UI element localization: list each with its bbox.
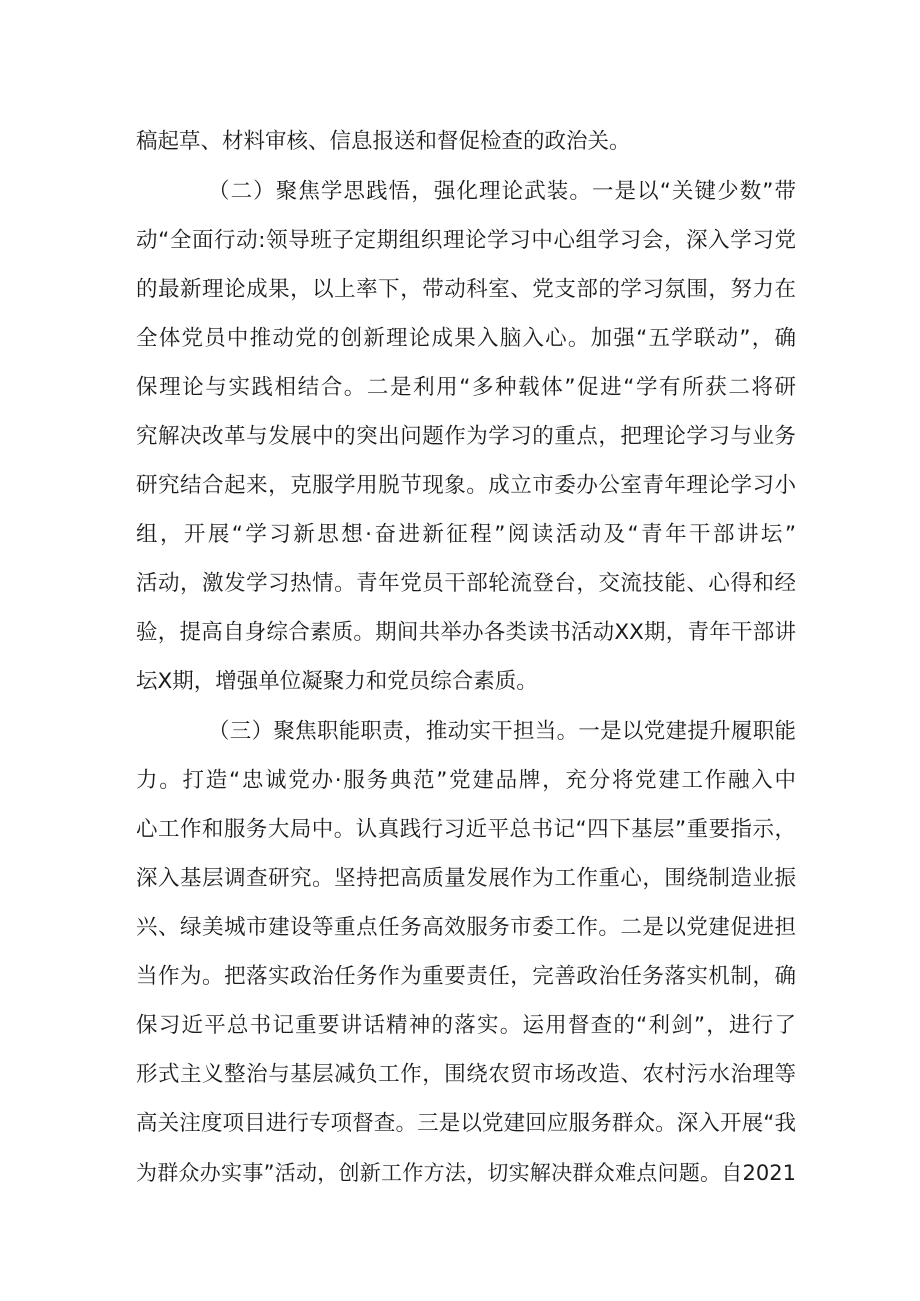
text-line: 全体党员中推动党的创新理论成果入脑入心。加强“五学联动”，确: [136, 326, 796, 351]
text-line: 动“全面行动:领导班子定期组织理论学习中心组学习会，深入学习党: [136, 228, 796, 253]
text-line: 稿起草、材料审核、信息报送和督促检查的政治关。: [136, 129, 631, 154]
text-line: 的最新理论成果，以上率下，带动科室、党支部的学习氛围，努力在: [136, 277, 796, 302]
text-line: 组，开展“学习新思想·奋进新征程”阅读活动及“青年干部讲坛”: [136, 522, 796, 547]
text-line: 当作为。把落实政治任务作为重要责任，完善政治任务落实机制，确: [136, 964, 796, 989]
text-line: 验，提高自身综合素质。期间共举办各类读书活动XX期，青年干部讲: [136, 620, 796, 645]
text-line: 活动，激发学习热情。青年党员干部轮流登台，交流技能、心得和经: [136, 571, 796, 596]
text-line: 形式主义整治与基层减负工作，围绕农贸市场改造、农村污水治理等: [136, 1062, 796, 1087]
text-line: 为群众办实事”活动，创新工作方法，切实解决群众难点问题。自2021: [136, 1161, 796, 1185]
text-line: 保理论与实践相结合。二是利用“多种载体”促进“学有所获二将研: [136, 375, 796, 400]
text-line: 兴、绿美城市建设等重点任务高效服务市委工作。二是以党建促进担: [136, 915, 796, 940]
text-line: 保习近平总书记重要讲话精神的落实。运用督查的“利剑”，进行了: [136, 1013, 796, 1038]
section-heading-line: （二）聚焦学思践悟，强化理论武装。一是以“关键少数”带: [208, 179, 796, 204]
text-line: 心工作和服务大局中。认真践行习近平总书记“四下基层”重要指示，: [136, 817, 796, 842]
text-line: 力。打造“忠诚党办·服务典范”党建品牌，充分将党建工作融入中: [136, 768, 796, 793]
text-line: 高关注度项目进行专项督查。三是以党建回应服务群众。深入开展“我: [136, 1111, 796, 1136]
text-line: 深入基层调查研究。坚持把高质量发展作为工作重心，围绕制造业振: [136, 866, 796, 891]
text-line: 究解决改革与发展中的突出问题作为学习的重点，把理论学习与业务: [136, 424, 796, 449]
section-heading-line: （三）聚焦职能职责，推动实干担当。一是以党建提升履职能: [208, 719, 796, 744]
text-line: 坛X期，增强单位凝聚力和党员综合素质。: [136, 669, 538, 694]
text-line: 研究结合起来，克服学用脱节现象。成立市委办公室青年理论学习小: [136, 473, 796, 498]
